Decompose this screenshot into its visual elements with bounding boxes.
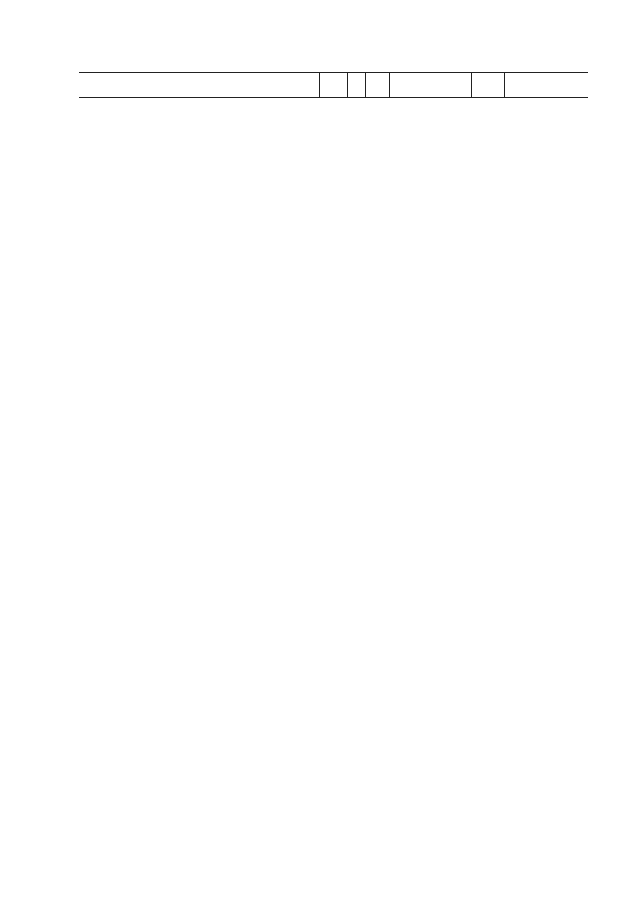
header-cs [390,73,472,97]
header-vr [472,73,505,97]
header-pr [366,73,390,97]
header-min [320,73,348,97]
header-name [79,73,320,97]
table-header [79,72,588,98]
header-rz [348,73,366,97]
header-sum [505,73,588,97]
